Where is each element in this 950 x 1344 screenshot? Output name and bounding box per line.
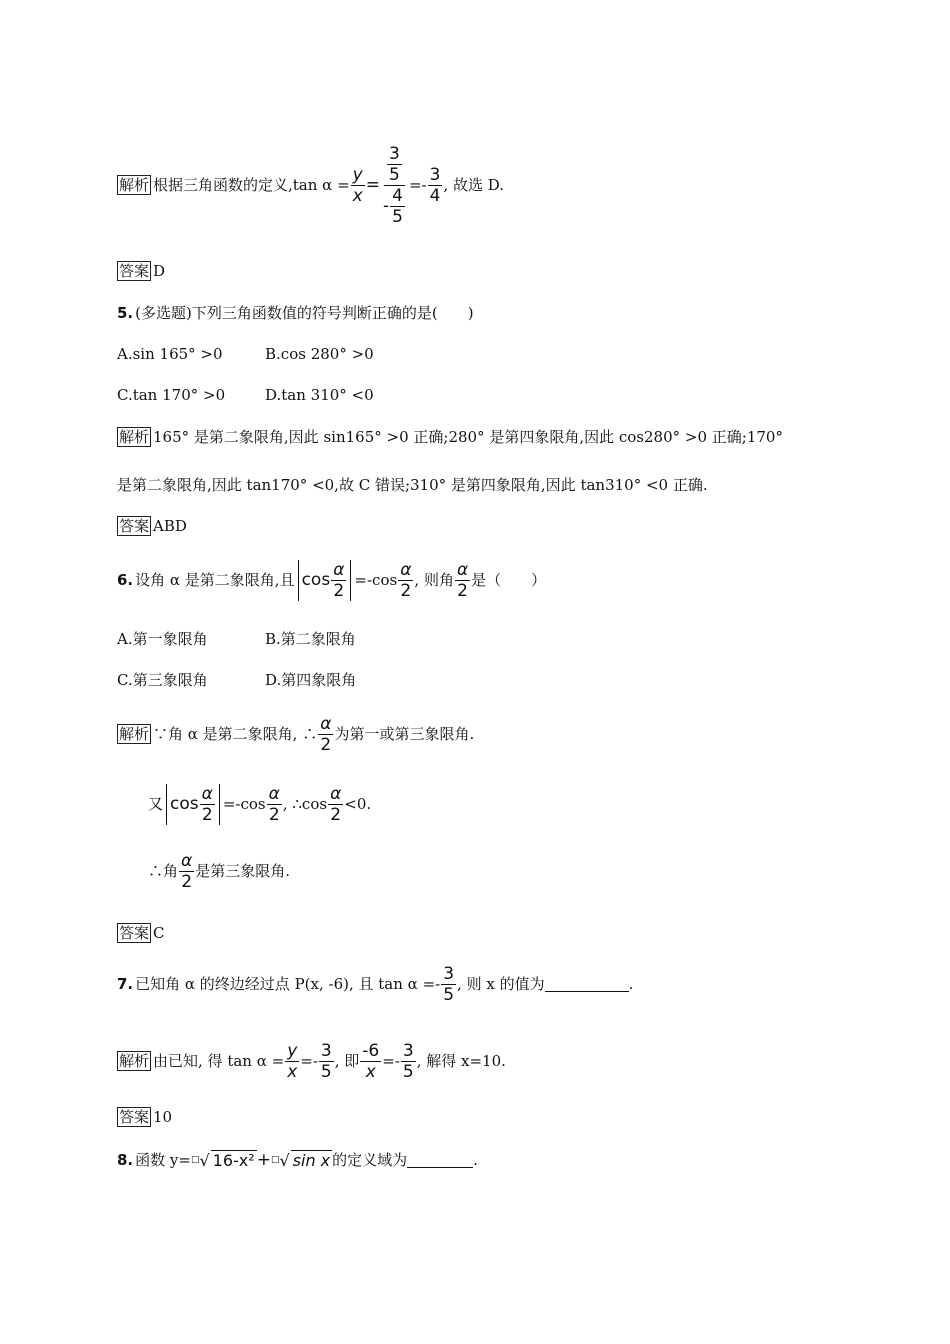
question-text: 设角 α 是第二象限角,且 (135, 571, 295, 589)
answer-tag: 答案 (119, 517, 150, 535)
q5-analysis-line1 (117, 427, 783, 447)
q5-options-row1 (117, 344, 413, 364)
answer-value: ABD (153, 517, 187, 535)
q5-stem (117, 303, 474, 323)
absolute-value: cos $\frac{\alpha}{2}$ (166, 784, 220, 825)
root-expression-2: □ √ sin x (270, 1150, 331, 1170)
question-text-2: 的定义域为 (332, 1151, 408, 1169)
analysis-text-5: , 解得 x=10. (416, 1052, 506, 1070)
fraction-3-5: $\frac{3}{5}$ (320, 1040, 332, 1082)
option-c: C.tan 170° >0 (117, 386, 226, 404)
option-d: D.tan 310° <0 (265, 386, 374, 404)
answer-tag: 答案 (119, 1108, 150, 1126)
q6-analysis-line3 (148, 848, 290, 894)
plus-sign: + (256, 1150, 271, 1170)
question-text: (多选题)下列三角函数值的符号判断正确的是( ) (135, 304, 474, 322)
analysis-text-2: 为第一或第三象限角. (334, 725, 475, 743)
analysis-text-2: =-cos (222, 795, 266, 813)
question-number: 5. (117, 304, 134, 322)
option-a: A.sin 165° >0 (117, 345, 223, 363)
analysis-text: 又 (148, 795, 164, 813)
analysis-text: ∴角 (148, 862, 179, 880)
q5-analysis-line2 (117, 475, 708, 495)
analysis-conclusion: , 故选 D. (443, 176, 504, 194)
fraction-y-over-x: $\frac{y}{x}$ (352, 164, 363, 206)
fraction-alpha-2: $\frac{\alpha}{2}$ (400, 559, 412, 601)
fraction-alpha-2: $\frac{\alpha}{2}$ (268, 783, 280, 825)
analysis-text: 根据三角函数的定义,tan α = (153, 176, 350, 194)
question-text-2: , 则 x 的值为 (457, 975, 545, 993)
fraction-neg6-over-x: $\frac{-6}{x}$ (362, 1040, 380, 1082)
q7-analysis (117, 1038, 506, 1084)
answer-value: D (153, 262, 166, 280)
analysis-tag: 解析 (119, 176, 150, 194)
analysis-text-4: <0. (344, 795, 372, 813)
absolute-value: cos $\frac{\alpha}{2}$ (298, 560, 352, 601)
analysis-tag: 解析 (119, 428, 150, 446)
compound-fraction: $\frac{3}{5}$ - $\frac{4}{5}$ (382, 143, 403, 227)
question-number: 8. (117, 1151, 134, 1169)
analysis-text-2: 是第三象限角. (195, 862, 291, 880)
question-text-4: 是（ ） (471, 571, 547, 589)
fraction-3-5: $\frac{3}{5}$ (443, 963, 455, 1005)
fraction-alpha-2: $\frac{\alpha}{2}$ (320, 713, 332, 755)
option-d: D.第四象限角 (265, 671, 357, 689)
analysis-text: ∵角 α 是第二象限角, ∴ (153, 725, 318, 743)
fraction-alpha-2: $\frac{\alpha}{2}$ (330, 783, 342, 825)
question-text: 已知角 α 的终边经过点 P(x, -6), 且 tan α =- (135, 975, 441, 993)
question-number: 7. (117, 975, 134, 993)
q5-options-row2 (117, 385, 413, 405)
fraction-alpha-2: $\frac{\alpha}{2}$ (456, 559, 469, 601)
root-expression-1: □ √ 16-x² (190, 1150, 255, 1170)
question-text-3: , 则角 (414, 571, 454, 589)
equals-neg: =- (408, 176, 427, 194)
q7-answer (117, 1107, 172, 1127)
period: . (473, 1151, 478, 1169)
option-b: B.cos 280° >0 (265, 345, 374, 363)
q8-stem (117, 1147, 478, 1173)
analysis-text: 由已知, 得 tan α = (153, 1052, 285, 1070)
analysis-text-3: , 即 (334, 1052, 360, 1070)
q7-stem (117, 961, 633, 1007)
q6-options-row2 (117, 670, 413, 690)
equals-sign: = (365, 175, 380, 195)
analysis-text-3: , ∴cos (282, 795, 328, 813)
q6-analysis-line1 (117, 711, 474, 757)
q6-answer (117, 923, 165, 943)
analysis-tag: 解析 (119, 1052, 150, 1070)
analysis-text: 165° 是第二象限角,因此 sin165° >0 正确;280° 是第四象限角,因此 cos280° >0 正确;170° (153, 428, 783, 446)
q5-answer (117, 516, 187, 536)
result-fraction: $\frac{3}{4}$ (429, 164, 441, 206)
analysis-text-4: =- (382, 1052, 400, 1070)
option-a: A.第一象限角 (117, 630, 208, 648)
period: . (628, 975, 634, 993)
answer-tag: 答案 (119, 262, 150, 280)
q4-answer (117, 261, 165, 281)
answer-value: 10 (153, 1108, 173, 1126)
question-text-2: =-cos (354, 571, 398, 589)
answer-blank (407, 1153, 473, 1168)
fraction-alpha-2: $\frac{\alpha}{2}$ (181, 850, 193, 892)
answer-blank (545, 977, 629, 992)
answer-value: C (153, 924, 165, 942)
question-text: 函数 y= (135, 1151, 191, 1169)
q6-analysis-line2 (148, 781, 371, 827)
q6-stem (117, 557, 546, 603)
option-b: B.第二象限角 (265, 630, 356, 648)
analysis-tag: 解析 (119, 725, 150, 743)
answer-tag: 答案 (119, 924, 150, 942)
analysis-text: 是第二象限角,因此 tan170° <0,故 C 错误;310° 是第四象限角,因此 tan310° <0 正确. (117, 476, 708, 494)
q4-analysis (117, 140, 504, 230)
analysis-text-2: =- (300, 1052, 318, 1070)
question-number: 6. (117, 571, 134, 589)
fraction-y-over-x: $\frac{y}{x}$ (287, 1040, 298, 1082)
option-c: C.第三象限角 (117, 671, 208, 689)
fraction-3-5: $\frac{3}{5}$ (402, 1040, 414, 1082)
q6-options-row1 (117, 629, 413, 649)
